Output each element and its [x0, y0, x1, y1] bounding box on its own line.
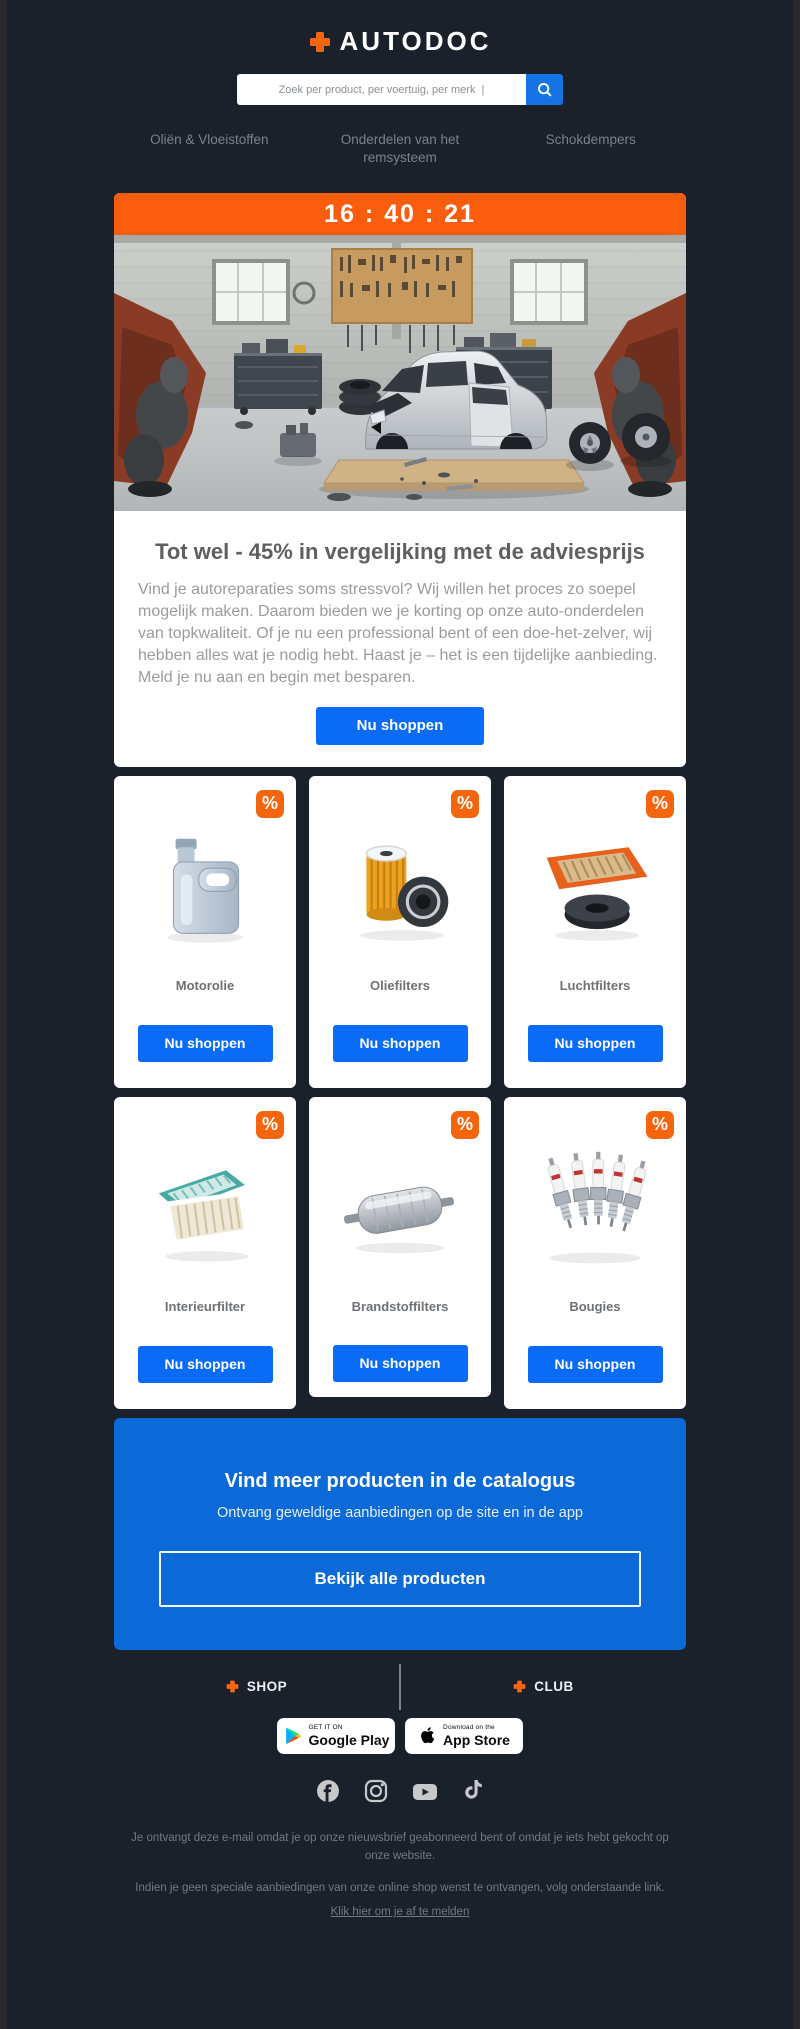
product-grid — [114, 776, 686, 1409]
discount-badge: % — [646, 1111, 674, 1139]
product-label: Luchtfilters — [559, 977, 631, 993]
product-label: Brandstoffilters — [351, 1298, 449, 1314]
shop-button-motorolie[interactable]: Nu shoppen — [138, 1025, 273, 1062]
product-card-oliefilters — [309, 776, 491, 1088]
window-right — [512, 261, 586, 323]
plus-icon — [513, 1680, 526, 1693]
search-icon — [536, 81, 553, 98]
product-card-motorolie — [114, 776, 296, 1088]
promo-body: Vind je autoreparaties soms stressvol? Wij willen het proces zo soepel mogelijk maken. Daarom bieden we je korting op onze auto-onderdelen van topkwaliteit. Of je nu een professional bent of een doe-het-zelver, wij hebben alles wat je nodig hebt. Haast je – het is een tijdelijke aanbieding. Meld je nu aan en begin met besparen. — [138, 581, 658, 687]
product-card-bougies — [504, 1097, 686, 1409]
bougies-image — [530, 1121, 660, 1291]
product-label: Interieurfilter — [164, 1298, 246, 1314]
legal-line-1: Je ontvangt deze e-mail omdat je op onze nieuwsbrief geabonneerd bent of omdat je iets hebt gekocht op onze website. — [131, 1831, 669, 1863]
discount-badge: % — [256, 1111, 284, 1139]
promo-title: Tot wel - 45% in vergelijking met de adviesprijs — [155, 539, 645, 565]
luchtfilters-image — [532, 800, 658, 970]
hero-image — [114, 235, 686, 511]
nav-item-olien[interactable]: Oliën & Vloeistoffen — [150, 132, 269, 147]
unsubscribe-link[interactable]: Klik hier om je af te melden — [330, 1906, 470, 1919]
search-input[interactable] — [237, 74, 526, 105]
oliefilters-image — [337, 800, 463, 970]
shop-button-interieurfilter[interactable]: Nu shoppen — [138, 1346, 273, 1383]
plus-icon — [226, 1680, 239, 1693]
promo-shop-button[interactable]: Nu shoppen — [316, 707, 484, 745]
promo-card — [114, 193, 686, 766]
logo-text: AUTODOC — [339, 26, 492, 56]
countdown-timer: 16 : 40 : 21 — [114, 193, 686, 235]
discount-badge: % — [451, 1111, 479, 1139]
window-left — [214, 261, 288, 323]
product-card-interieurfilter — [114, 1097, 296, 1409]
discount-badge: % — [646, 790, 674, 818]
legal-line-2: Indien je geen speciale aanbiedingen van onze online shop wenst te ontvangen, volg onderstaande link. — [135, 1882, 665, 1895]
google-play-badge[interactable]: GET IT ON Google Play — [277, 1718, 395, 1754]
store-badges — [114, 1718, 686, 1754]
apple-icon — [418, 1725, 436, 1746]
brandstoffilters-image — [337, 1121, 463, 1291]
google-play-icon — [283, 1726, 302, 1746]
email-body — [7, 0, 793, 2029]
nav-item-schokdempers[interactable]: Schokdempers — [545, 132, 636, 147]
club-link[interactable]: CLUB — [401, 1679, 686, 1694]
product-card-luchtfilters — [504, 776, 686, 1088]
facebook-icon[interactable] — [315, 1778, 341, 1809]
interieurfilter-image — [142, 1121, 268, 1291]
view-all-products-button[interactable]: Bekijk alle producten — [159, 1551, 641, 1607]
discount-badge: % — [256, 790, 284, 818]
catalog-subtitle: Ontvang geweldige aanbiedingen op de site en in de app — [216, 1504, 583, 1521]
tiktok-icon[interactable] — [461, 1778, 485, 1809]
search-bar — [237, 74, 563, 105]
shop-button-bougies[interactable]: Nu shoppen — [528, 1346, 663, 1383]
plus-icon — [309, 31, 331, 53]
youtube-icon[interactable] — [411, 1778, 439, 1809]
instagram-icon[interactable] — [363, 1778, 389, 1809]
nav-item-remsysteem[interactable]: Onderdelen van het remsysteem — [340, 132, 460, 165]
legal-text — [114, 1829, 686, 1923]
catalog-title: Vind meer producten in de catalogus — [224, 1469, 576, 1492]
discount-badge: % — [451, 790, 479, 818]
catalog-banner — [114, 1418, 686, 1650]
app-store-badge[interactable]: Download on the App Store — [405, 1718, 523, 1754]
autodoc-logo[interactable] — [114, 26, 686, 57]
product-card-brandstoffilters — [309, 1097, 491, 1397]
shop-button-luchtfilters[interactable]: Nu shoppen — [528, 1025, 663, 1062]
product-label: Motorolie — [175, 977, 235, 993]
nav — [114, 131, 686, 166]
shop-button-brandstoffilters[interactable]: Nu shoppen — [333, 1345, 468, 1382]
search-button[interactable] — [526, 74, 563, 105]
footer-links — [114, 1664, 686, 1710]
product-label: Bougies — [569, 1298, 621, 1314]
shop-link[interactable]: SHOP — [114, 1679, 399, 1694]
shop-button-oliefilters[interactable]: Nu shoppen — [333, 1025, 468, 1062]
social-icons — [114, 1778, 686, 1809]
product-label: Oliefilters — [370, 977, 430, 993]
motorolie-image — [142, 800, 268, 970]
